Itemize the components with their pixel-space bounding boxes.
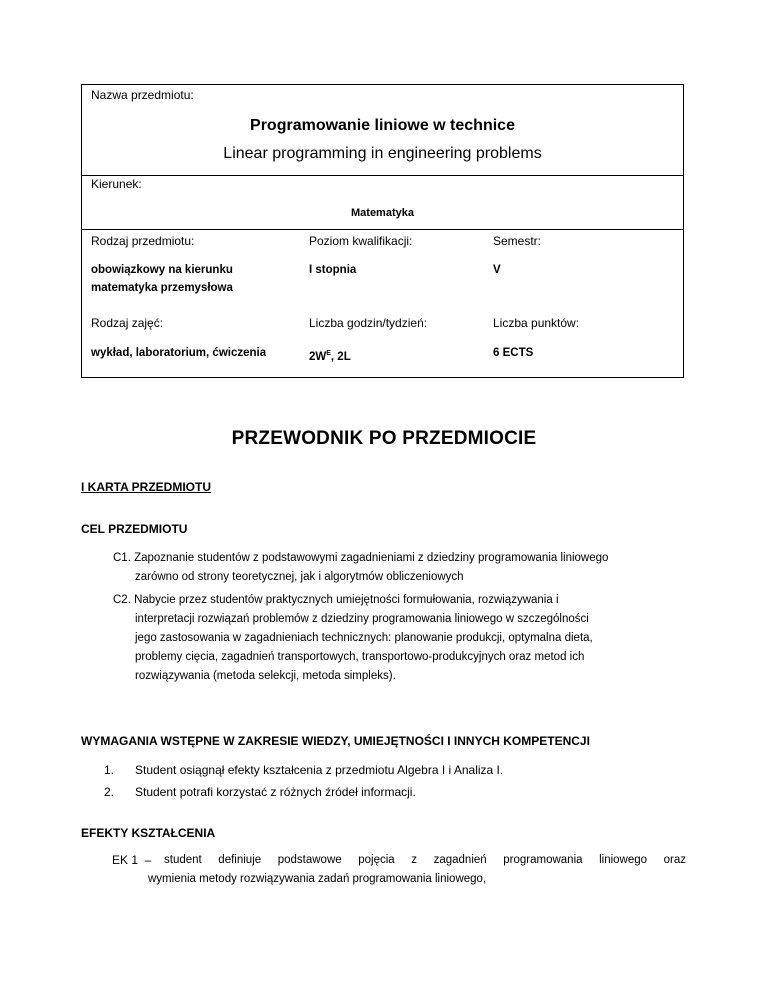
qualification-level-label: Poziom kwalifikacji: bbox=[309, 234, 413, 248]
course-type-value-line2: matematyka przemysłowa bbox=[91, 282, 233, 294]
class-type-label: Rodzaj zajęć: bbox=[91, 316, 164, 330]
course-card-heading: I KARTA PRZEDMIOTU bbox=[81, 480, 211, 494]
guide-title: PRZEWODNIK PO PRZEDMIOCIE bbox=[231, 428, 537, 449]
hours-per-week-label: Liczba godzin/tydzień: bbox=[309, 316, 428, 330]
objective-c2-line4: problemy cięcia, zagadnień transportowych, transportowo-produkcyjnych oraz metod ich bbox=[135, 651, 585, 663]
objective-c2-line2: interpretacji rozwiązań problemów z dziedziny programowania liniowego w szczególności bbox=[135, 613, 589, 625]
class-type-value: wykład, laboratorium, ćwiczenia bbox=[91, 347, 267, 359]
learning-outcomes-heading: EFEKTY KSZTAŁCENIA bbox=[81, 826, 216, 840]
ects-points-value: 6 ECTS bbox=[493, 347, 534, 359]
field-of-study-label: Kierunek: bbox=[91, 177, 142, 191]
requirement-2-text: Student potrafi korzystać z różnych źródeł informacji. bbox=[135, 785, 416, 799]
prerequisites-heading: WYMAGANIA WSTĘPNE W ZAKRESIE WIEDZY, UMIEJĘTNOŚCI I INNYCH KOMPETENCJI bbox=[81, 734, 590, 748]
requirement-1-text: Student osiągnął efekty kształcenia z przedmiotu Algebra I i Analiza I. bbox=[135, 763, 504, 777]
course-type-value-line1: obowiązkowy na kierunku bbox=[91, 264, 233, 276]
course-objective-heading: CEL PRZEDMIOTU bbox=[81, 522, 188, 536]
course-name-row bbox=[82, 85, 683, 176]
objective-c1-line2: zarówno od strony teoretycznej, jak i algorytmów obliczeniowych bbox=[135, 571, 464, 583]
outcome-ek1-line1: student definiuje podstawowe pojęcia z zagadnień programowania liniowego oraz bbox=[164, 854, 686, 866]
semester-value: V bbox=[493, 264, 501, 276]
course-type-label: Rodzaj przedmiotu: bbox=[91, 234, 195, 248]
course-name-label: Nazwa przedmiotu: bbox=[91, 88, 194, 102]
hours-exam-mark: E bbox=[326, 350, 331, 357]
semester-label: Semestr: bbox=[493, 234, 542, 248]
objective-c2-line3: jego zastosowania w zagadnieniach technicznych: planowanie produkcji, optymalna dieta, bbox=[135, 632, 593, 644]
outcome-ek1-label: EK 1 – bbox=[112, 853, 152, 867]
outcome-ek1-line2: wymienia metody rozwiązywania zadań programowania liniowego, bbox=[148, 873, 487, 885]
course-title-english: Linear programming in engineering problems bbox=[223, 145, 542, 162]
ects-points-label: Liczba punktów: bbox=[493, 316, 580, 330]
hours-per-week-value bbox=[309, 344, 351, 367]
course-details-grid bbox=[82, 230, 683, 377]
objective-c2-line1: C2. Nabycie przez studentów praktycznych umiejętności formułowania, rozwiązywania i bbox=[113, 594, 559, 606]
course-title-polish: Programowanie liniowe w technice bbox=[250, 117, 515, 134]
qualification-level-value: I stopnia bbox=[309, 264, 357, 276]
requirement-1-number: 1. bbox=[104, 763, 115, 777]
hours-lab: , 2L bbox=[330, 350, 351, 363]
objective-c2-line5: rozwiązywania (metoda selekcji, metoda simpleks). bbox=[135, 670, 396, 682]
hours-lecture: 2W bbox=[309, 350, 327, 363]
course-info-table bbox=[81, 84, 684, 378]
field-of-study-value: Matematyka bbox=[351, 207, 414, 219]
field-of-study-row bbox=[82, 176, 683, 230]
requirement-2-number: 2. bbox=[104, 785, 115, 799]
objective-c1-line1: C1. Zapoznanie studentów z podstawowymi zagadnieniami z dziedziny programowania liniowego bbox=[113, 552, 609, 564]
